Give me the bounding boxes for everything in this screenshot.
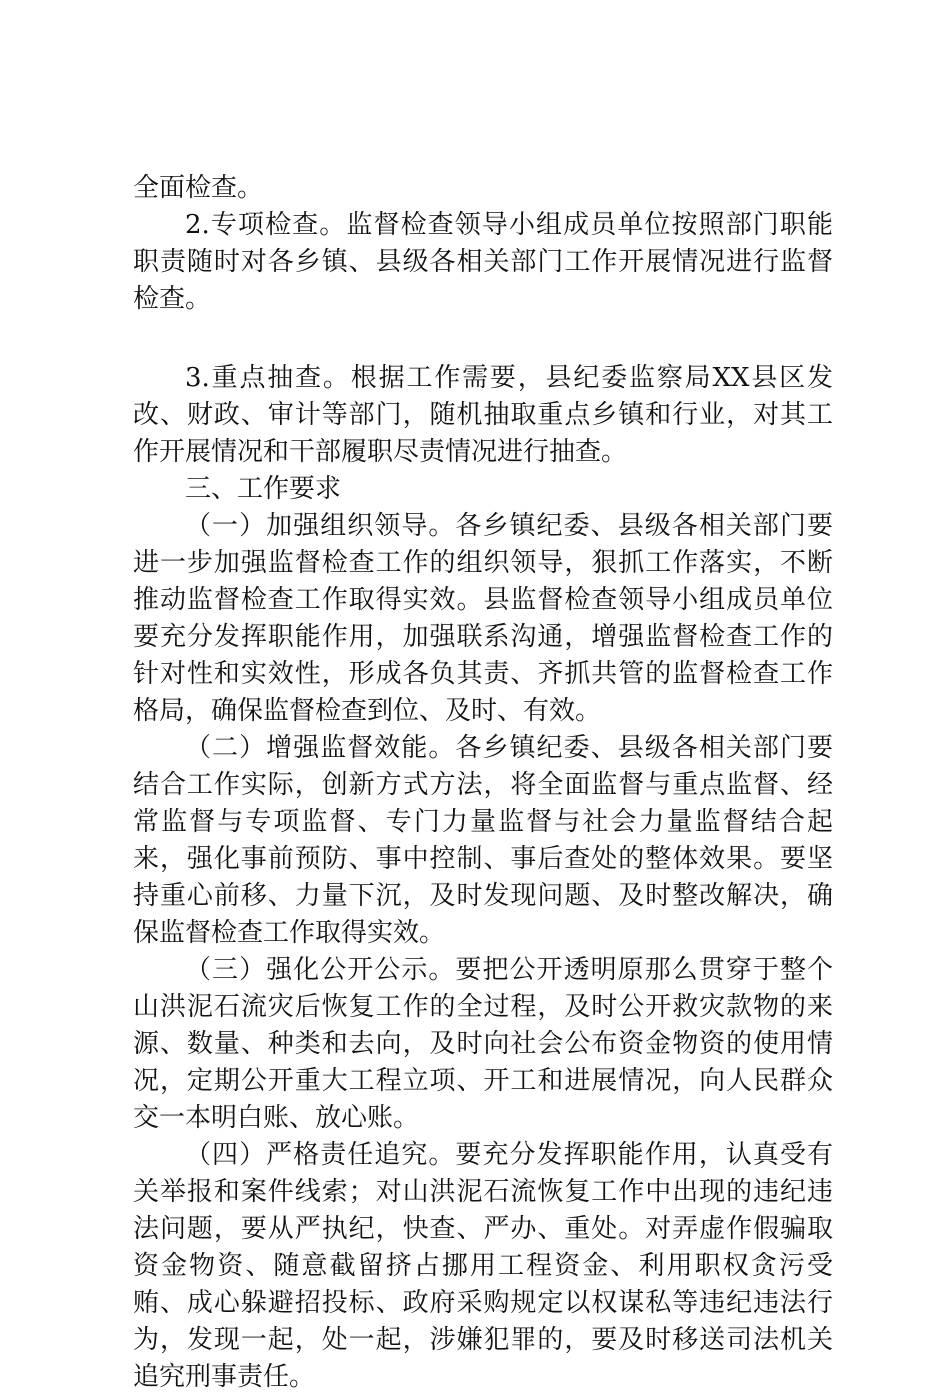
paragraph-accountability: （四）严格责任追究。要充分发挥职能作用，认真受有关举报和案件线索；对山洪泥石流恢复工作中出现的违纪违法问题，要从严执纪，快查、严办、重处。对弄虚作假骗取资金物资、随意截留挤占挪用工程资金、利用职权贪污受贿、成心躲避招投标、政府采购规定以权谋私等违纪违法行为，发现一起，处一起，涉嫌犯罪的，要及时移送司法机关追究刑事责任。: [133, 1140, 833, 1392]
paragraph-key-spot-check: 3.重点抽查。根据工作需要，县纪委监察局XX县区发改、财政、审计等部门，随机抽取重点乡镇和行业，对其工作开展情况和干部履职尽责情况进行抽查。: [133, 363, 833, 467]
paragraph-special-inspection: 2.专项检查。监督检查领导小组成员单位按照部门职能职责随时对各乡镇、县级各相关部门工作开展情况进行监督检查。: [133, 210, 833, 314]
paragraph-public-disclosure: （三）强化公开公示。要把公开透明原那么贯穿于整个山洪泥石流灾后恢复工作的全过程，及时公开救灾款物的来源、数量、种类和去向，及时向社会公布资金物资的使用情况，定期公开重大工程立项、开工和进展情况，向人民群众交一本明白账、放心账。: [133, 955, 833, 1133]
section-heading-work-requirements: 三、工作要求: [185, 474, 342, 504]
paragraph-continuation: 全面检查。: [133, 173, 264, 203]
document-body: [133, 170, 833, 1396]
paragraph-strengthen-leadership: （一）加强组织领导。各乡镇纪委、县级各相关部门要进一步加强监督检查工作的组织领导，狠抓工作落实，不断推动监督检查工作取得实效。县监督检查领导小组成员单位要充分发挥职能作用，加强联系沟通，增强监督检查工作的针对性和实效性，形成各负其责、齐抓共管的监督检查工作格局，确保监督检查到位、及时、有效。: [133, 511, 833, 726]
paragraph-enhance-supervision: （二）增强监督效能。各乡镇纪委、县级各相关部门要结合工作实际，创新方式方法，将全面监督与重点监督、经常监督与专项监督、专门力量监督与社会力量监督结合起来，强化事前预防、事中控制、事后查处的整体效果。要坚持重心前移、力量下沉，及时发现问题、及时整改解决，确保监督检查工作取得实效。: [133, 733, 833, 948]
